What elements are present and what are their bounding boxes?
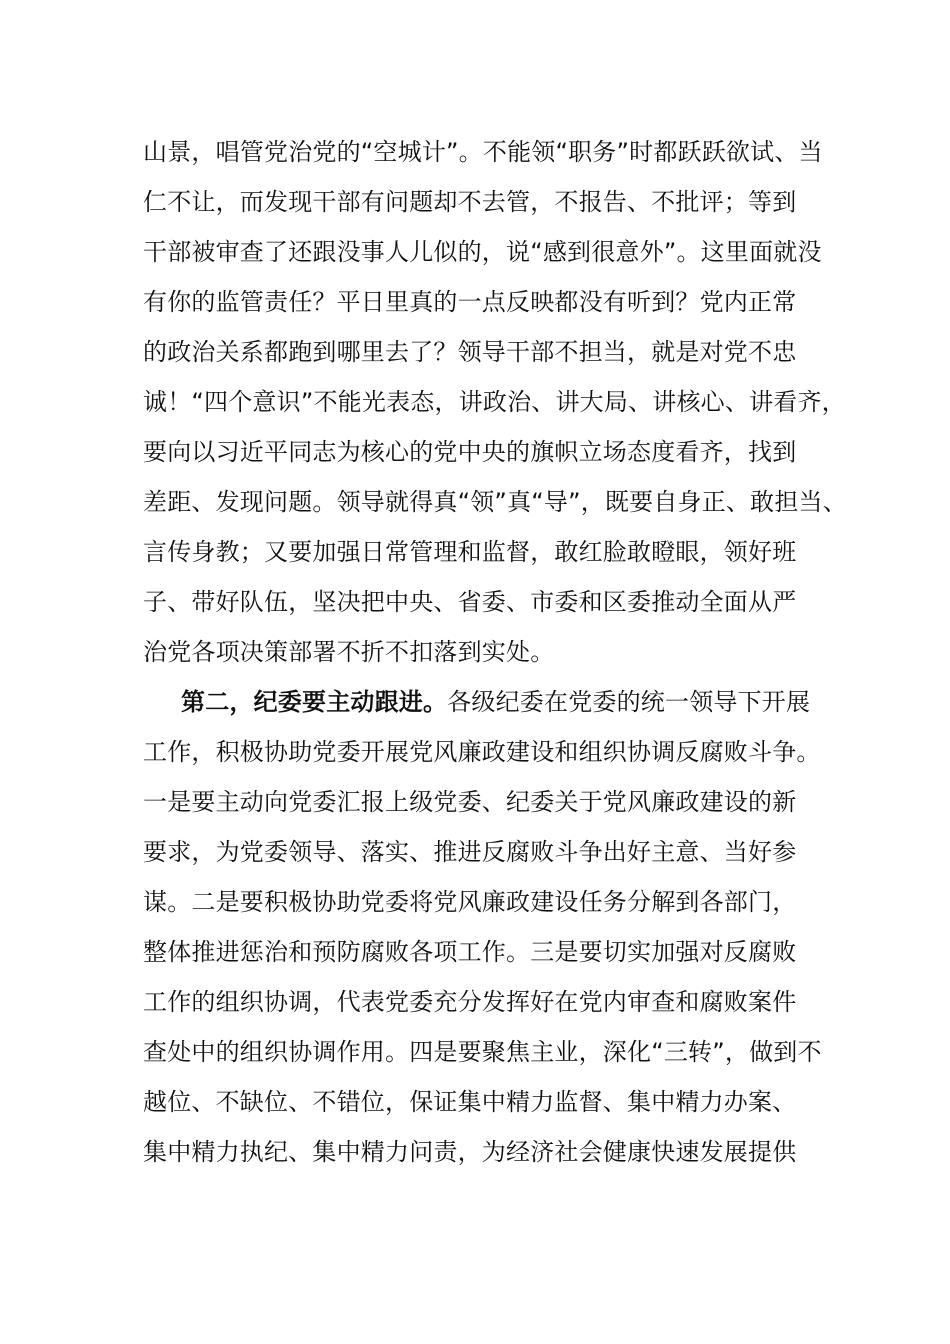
text-line: 仁不让，而发现干部有问题却不去管，不报告、不批评；等到 — [143, 188, 797, 216]
text-line: 的政治关系都跑到哪里去了？领导干部不担当，就是对党不忠 — [143, 338, 797, 366]
text-line: 言传身教；又要加强日常管理和监督，敢红脸敢瞪眼，领好班 — [143, 538, 797, 566]
text-line: 集中精力执纪、集中精力问责，为经济社会健康快速发展提供 — [143, 1138, 797, 1166]
text-line: 整体推进惩治和预防腐败各项工作。三是要切实加强对反腐败 — [143, 938, 797, 966]
text-line: 干部被审查了还跟没事人儿似的，说“感到很意外”。这里面就没 — [143, 238, 822, 266]
text-line: 要向以习近平同志为核心的党中央的旗帜立场态度看齐，找到 — [143, 438, 797, 466]
document-body — [143, 127, 847, 1177]
paragraph-first-line-text: 各级纪委在党委的统一领导下开展 — [447, 688, 811, 716]
text-line: 工作，积极协助党委开展党风廉政建设和组织协调反腐败斗争。 — [143, 738, 821, 766]
text-line: 查处中的组织协调作用。四是要聚焦主业，深化“三转”，做到不 — [143, 1038, 822, 1066]
text-line: 越位、不缺位、不错位，保证集中精力监督、集中精力办案、 — [143, 1088, 797, 1116]
text-line: 谋。二是要积极协助党委将党风廉政建设任务分解到各部门， — [143, 888, 797, 916]
text-line: 子、带好队伍，坚决把中央、省委、市委和区委推动全面从严 — [143, 588, 797, 616]
text-line: 要求，为党委领导、落实、推进反腐败斗争出好主意、当好参 — [143, 838, 797, 866]
text-line: 一是要主动向党委汇报上级党委、纪委关于党风廉政建设的新 — [143, 788, 797, 816]
paragraph-heading: 第二，纪委要主动跟进。 — [181, 688, 448, 716]
paragraph-first-line — [143, 677, 843, 727]
text-line: 山景，唱管党治党的“空城计”。不能领“职务”时都跃跃欲试、当 — [143, 138, 823, 166]
text-line: 治党各项决策部署不折不扣落到实处。 — [143, 638, 555, 666]
text-line: 有你的监管责任？平日里真的一点反映都没有听到？党内正常 — [143, 288, 797, 316]
text-line: 差距、发现问题。领导就得真“领”真“导”，既要自身正、敢担当、 — [143, 488, 847, 516]
text-line: 工作的组织协调，代表党委充分发挥好在党内审查和腐败案件 — [143, 988, 797, 1016]
text-line: 诚！“四个意识”不能光表态，讲政治、讲大局、讲核心、讲看齐， — [143, 388, 846, 416]
